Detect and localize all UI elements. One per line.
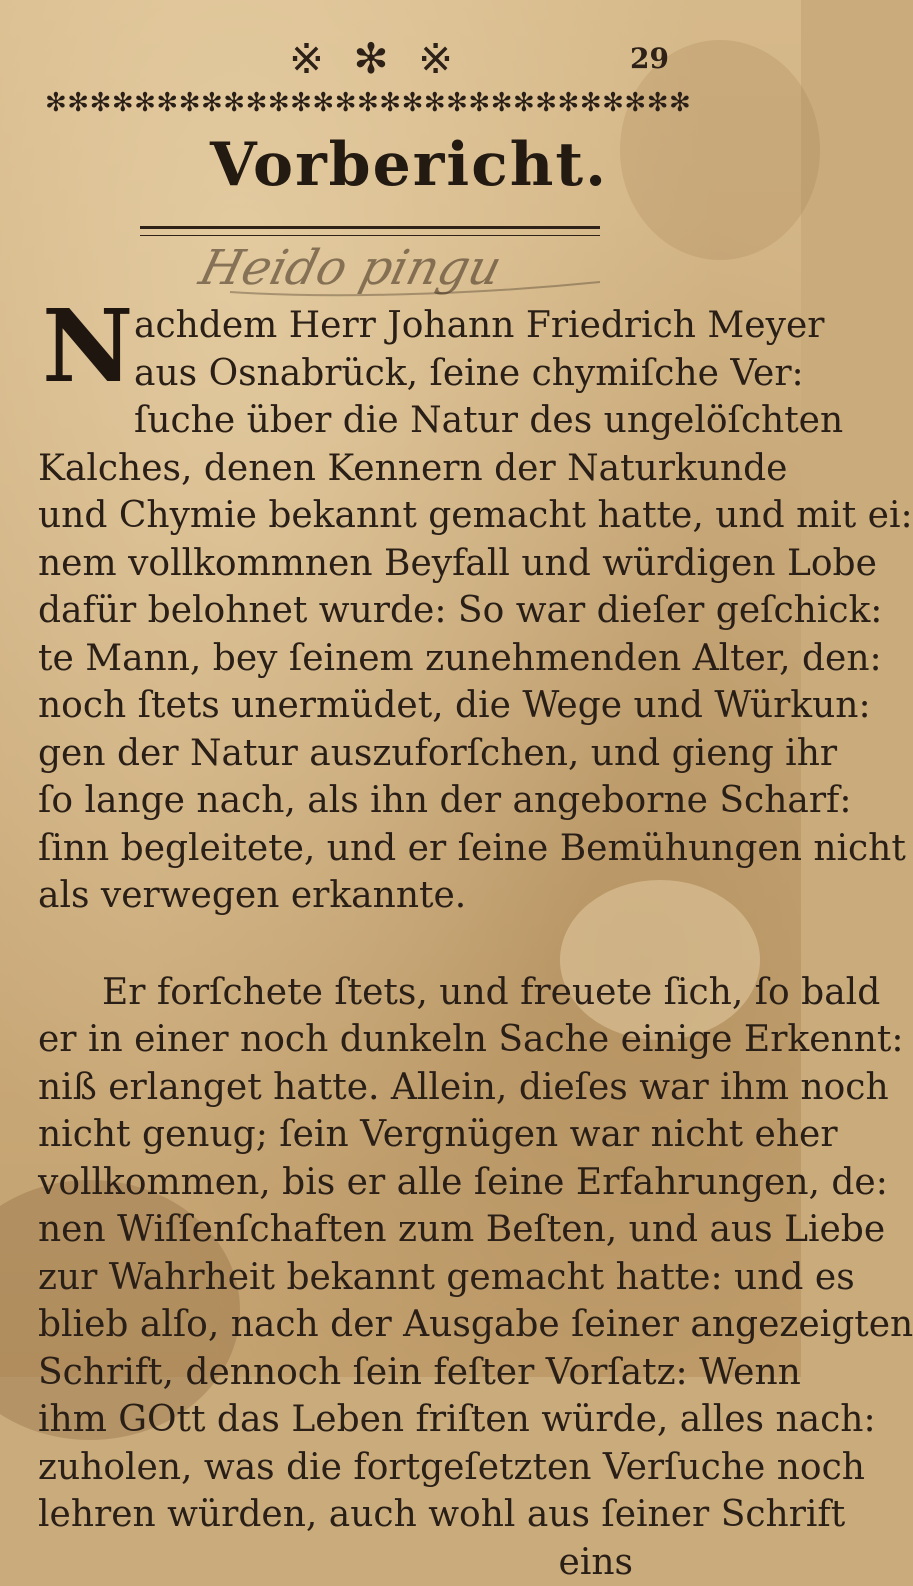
text-line: Er forſchete ſtets, und freuete ſich, ſo bald bbox=[38, 969, 738, 1017]
text-line: zur Wahrheit bekannt gemacht hatte: und es bbox=[38, 1254, 738, 1302]
text-line: zuholen, was die fortgeſetzten Verſuche noch bbox=[38, 1444, 738, 1492]
text-line: gen der Natur auszuforſchen, und gieng ihr bbox=[38, 730, 738, 778]
header-ornament: ※ ✻ ※ bbox=[230, 34, 520, 83]
text-line: nem vollkommnen Beyfall und würdigen Lobe bbox=[38, 540, 738, 588]
page-header bbox=[0, 28, 801, 88]
paragraph bbox=[38, 969, 738, 1539]
text-line: ihm GOtt das Leben friſten würde, alles nach: bbox=[38, 1396, 738, 1444]
text-line: nicht genug; ſein Vergnügen war nicht eher bbox=[38, 1111, 738, 1159]
svg-text:Heido pingu: Heido pingu bbox=[193, 241, 507, 296]
text-line: lehren würden, auch wohl aus ſeiner Schrift bbox=[38, 1491, 738, 1539]
text-line: er in einer noch dunkeln Sache einige Erkennt: bbox=[38, 1016, 738, 1064]
text-line: vollkommen, bis er alle ſeine Erfahrungen, de: bbox=[38, 1159, 738, 1207]
text-line: blieb alſo, nach der Ausgabe ſeiner angezeigten bbox=[38, 1301, 738, 1349]
text-line: achdem Herr Johann Friedrich Meyer bbox=[38, 302, 738, 350]
text-line: ſuche über die Natur des ungelöſchten bbox=[38, 397, 738, 445]
text-line: nen Wiſſenſchaften zum Beſten, und aus Liebe bbox=[38, 1206, 738, 1254]
body-text bbox=[38, 302, 738, 1586]
page-number: 29 bbox=[630, 42, 669, 75]
text-line: te Mann, bey ſeinem zunehmenden Alter, den: bbox=[38, 635, 738, 683]
drop-cap: N bbox=[42, 298, 128, 396]
text-line: Schrift, dennoch ſein feſter Vorſatz: Wenn bbox=[38, 1349, 738, 1397]
text-line: als verwegen erkannte. bbox=[38, 872, 738, 920]
text-line: Kalches, denen Kennern der Naturkunde bbox=[38, 445, 738, 493]
text-line: niß erlanget hatte. Allein, dieſes war ihm noch bbox=[38, 1064, 738, 1112]
text-line: aus Osnabrück, ſeine chymiſche Ver: bbox=[38, 350, 738, 398]
text-line: ſinn begleitete, und er ſeine Bemühungen nicht bbox=[38, 825, 738, 873]
text-line: dafür belohnet wurde: So war dieſer geſchick: bbox=[38, 587, 738, 635]
text-line: ſo lange nach, als ihn der angeborne Scharf: bbox=[38, 777, 738, 825]
paragraph-gap bbox=[38, 920, 738, 969]
handwritten-signature bbox=[200, 232, 620, 302]
text-line: und Chymie bekannt gemacht hatte, und mit ei: bbox=[38, 492, 738, 540]
catchword: eins bbox=[38, 1539, 738, 1586]
text-line: noch ſtets unermüdet, die Wege und Würkun: bbox=[38, 682, 738, 730]
chapter-title: Vorbericht. bbox=[210, 130, 550, 200]
paragraph bbox=[38, 302, 738, 920]
decorative-star-border: ✻✻✻✻✻✻✻✻✻✻✻✻✻✻✻✻✻✻✻✻✻✻✻✻✻✻✻✻✻ bbox=[45, 88, 685, 118]
